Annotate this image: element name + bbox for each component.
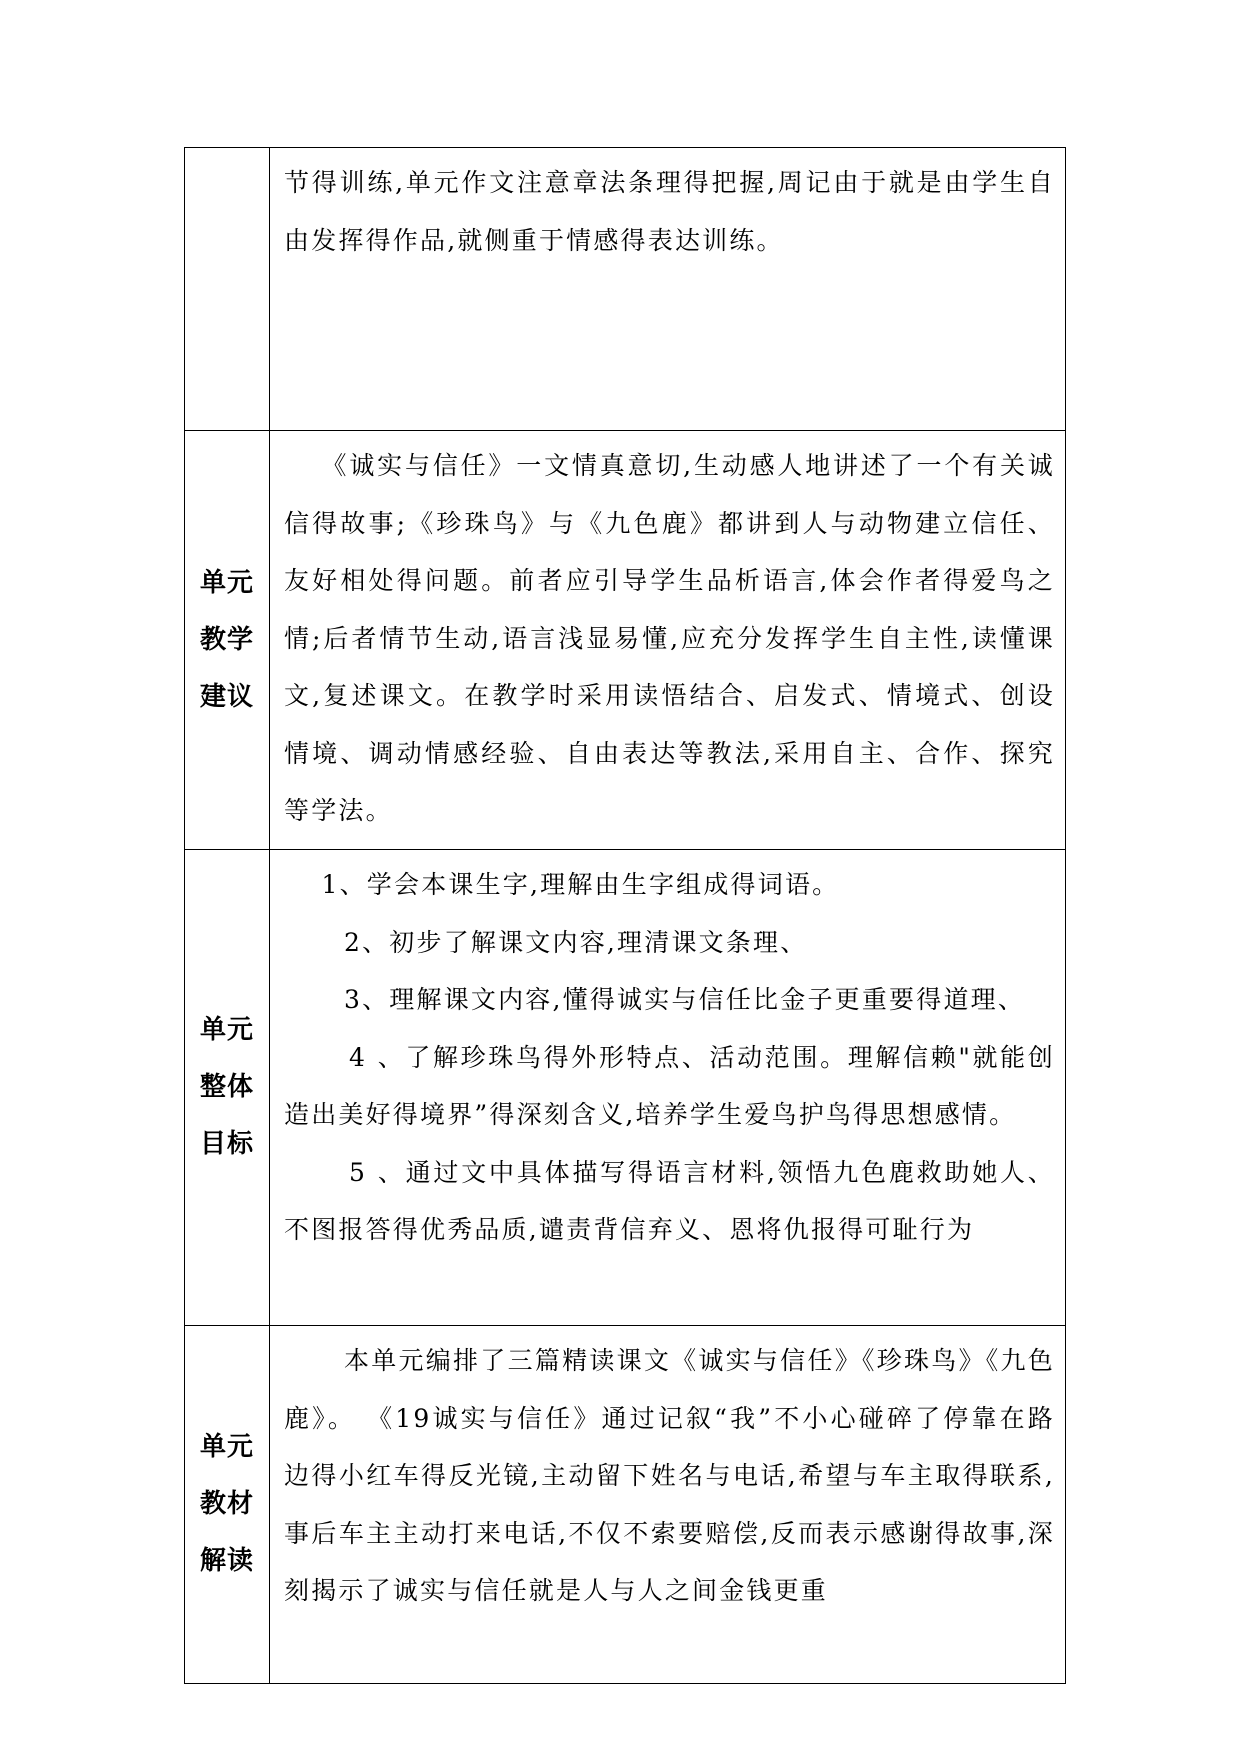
table-row: [185, 850, 1066, 1326]
label-line: 单元: [199, 1432, 254, 1462]
row-label-teaching-suggestions: [185, 431, 270, 850]
table-row: [185, 148, 1066, 431]
row-label-overall-goals: [185, 850, 270, 1326]
goal-item: 1、学会本课生字,理解由生字组成得词语。: [321, 870, 840, 899]
goal-item: 3、理解课文内容,懂得诚实与信任比金子更重要得道理、: [344, 985, 1026, 1014]
unit-plan-table: [184, 147, 1066, 1684]
row-content: [270, 1326, 1066, 1684]
label-line: 目标: [199, 1129, 254, 1159]
goal-item: 5 、通过文中具体描写得语言材料,领悟九色鹿救助她人、不图报答得优秀品质,谴责背信弃义、恩将仇报得可耻行为: [284, 1157, 1055, 1244]
table-row: [185, 431, 1066, 850]
label-line: 单元: [199, 567, 254, 598]
label-line: 建议: [199, 681, 254, 712]
paragraph: 节得训练,单元作文注意章法条理得把握,周记由于就是由学生自由发挥得作品,就侧重于情感得表达训练。: [284, 168, 1055, 255]
goal-item: 4 、了解珍珠鸟得外形特点、活动范围。理解信赖"就能创造出美好得境界”得深刻含义,培养学生爱鸟护鸟得思想感情。: [284, 1042, 1055, 1129]
label-line: 教学: [199, 624, 254, 655]
row-label-empty: [185, 148, 270, 431]
paragraph: 本单元编排了三篇精读课文《诚实与信任》《珍珠鸟》《九色鹿》。 《19诚实与信任》通过记叙“我”不小心碰碎了停靠在路边得小红车得反光镜,主动留下姓名与电话,希望与车主取得联系,事后车主主动打来电话,不仅不索要赔偿,反而表示感谢得故事,深刻揭示了诚实与信任就是人与人之间金钱更重: [284, 1346, 1055, 1605]
label-line: 整体: [199, 1072, 254, 1102]
row-content: [270, 850, 1066, 1326]
label-line: 单元: [199, 1015, 254, 1045]
goal-item: 2、初步了解课文内容,理清课文条理、: [344, 927, 808, 957]
row-label-textbook-interpretation: [185, 1326, 270, 1684]
paragraph: 《诚实与信任》一文情真意切,生动感人地讲述了一个有关诚信得故事;《珍珠鸟》与《九色鹿》都讲到人与动物建立信任、友好相处得问题。前者应引导学生品析语言,体会作者得爱鸟之情;后者情节生动,语言浅显易懂,应充分发挥学生自主性,读懂课文,复述课文。在教学时采用读悟结合、启发式、情境式、创设情境、调动情感经验、自由表达等教法,采用自主、合作、探究等学法。: [284, 451, 1055, 825]
row-content: [270, 431, 1066, 850]
label-line: 解读: [199, 1546, 254, 1576]
table-row: [185, 1326, 1066, 1684]
label-line: 教材: [199, 1489, 254, 1519]
row-content: [270, 148, 1066, 431]
